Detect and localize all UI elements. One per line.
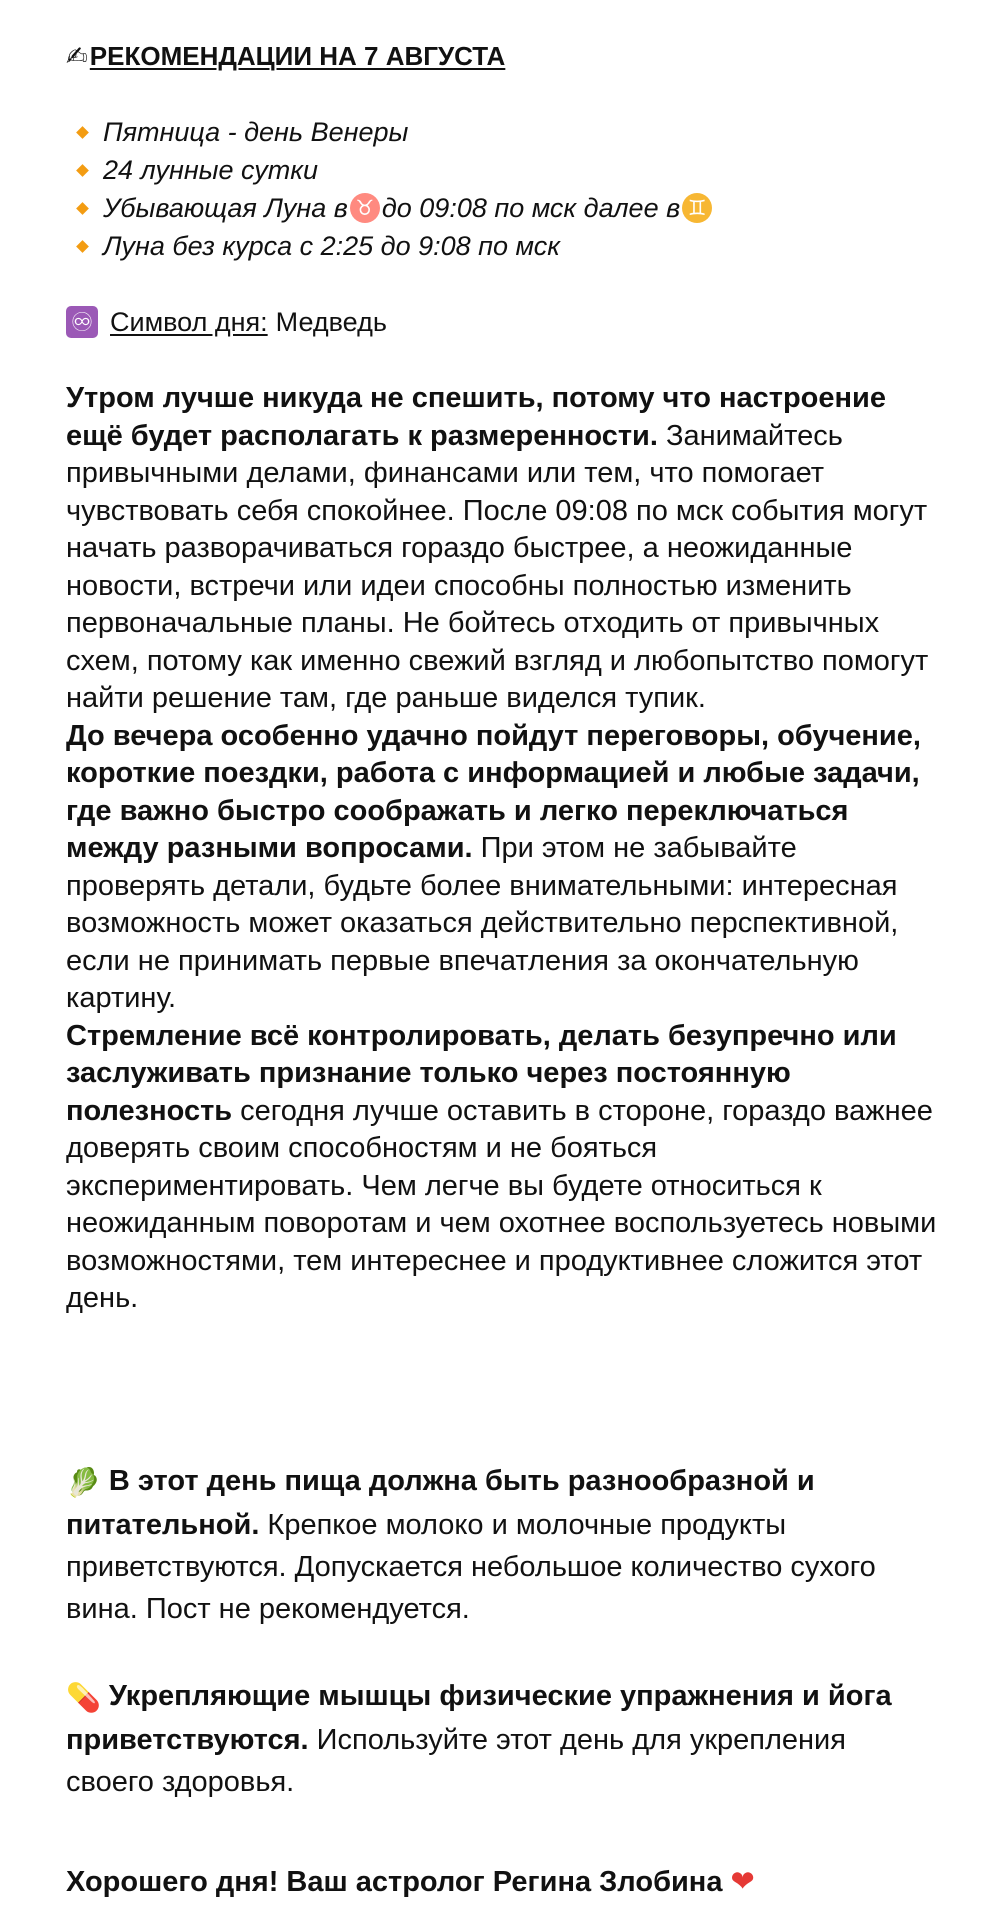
taurus-icon: ♉ [350, 193, 380, 223]
health-advice: 💊 Укрепляющие мышцы физические упражнения и йога приветствуются. Используйте этот день для укрепления своего здоровья. [66, 1675, 938, 1803]
paragraph-morning: Утром лучше никуда не спешить, потому что настроение ещё будет располагать к размеренности. Занимайтесь привычными делами, финансами или тем, что помогает чувствовать себя спокойнее. После 09:08 по мск события могут начать разворачиваться гораздо быстрее, а неожиданные новости, встречи или идеи способны полностью изменить первоначальные планы. Не бойтесь отходить от привычных схем, потому как именно свежий взгляд и любопытство помогут найти решение там, где раньше виделся тупик. [66, 382, 929, 714]
orange-diamond-icon [76, 164, 89, 177]
symbol-of-day [66, 302, 387, 342]
food-advice: 🥬 В этот день пища должна быть разнообразной и питательной. Крепкое молоко и молочные продукты приветствуются. Допускается небольшое количество сухого вина. Пост не рекомендуется. [66, 1460, 938, 1630]
title-text: РЕКОМЕНДАЦИИ НА 7 АВГУСТА [89, 41, 506, 71]
orange-diamond-icon [76, 202, 89, 215]
page-title [66, 36, 505, 76]
list-item: Убывающая Луна в ♉ до 09:08 по мск далее в ♊ [78, 189, 714, 227]
paragraph-evening: До вечера особенно удачно пойдут переговоры, обучение, короткие поездки, работа с информацией и любые задачи, где важно быстро соображать и легко переключаться между разными вопросами. При этом не забывайте проверять детали, будьте более внимательными: интересная возможность может оказаться действительно перспективной, если не принимать первые впечатления за окончательную картину. [66, 719, 921, 1014]
symbol-label: Символ дня: [110, 307, 268, 337]
day-facts-list [78, 113, 714, 265]
infinity-icon: ♾ [66, 306, 98, 338]
pill-icon: 💊 [66, 1682, 101, 1713]
orange-diamond-icon [76, 240, 89, 253]
main-text [66, 380, 938, 1318]
list-item: Пятница - день Венеры [78, 113, 714, 151]
gemini-icon: ♊ [682, 193, 712, 223]
heart-icon: ❤ [730, 1866, 755, 1898]
writing-hand-icon: ✍ [66, 41, 88, 71]
list-item: 24 лунные сутки [78, 151, 714, 189]
paragraph-control: Стремление всё контролировать, делать безупречно или заслуживать признание только через постоянную полезность сегодня лучше оставить в стороне, гораздо важнее доверять своим способностям и не бояться экспериментировать. Чем легче вы будете относиться к неожиданным поворотам и чем охотнее воспользуетесь новыми возможностями, тем интереснее и продуктивнее сложится этот день. [66, 1019, 937, 1314]
symbol-value: Медведь [275, 307, 387, 337]
closing-line: Хорошего дня! Ваш астролог Регина Злобина ❤ [66, 1866, 755, 1898]
leafy-green-icon: 🥬 [66, 1467, 101, 1498]
orange-diamond-icon [76, 126, 89, 139]
list-item: Луна без курса с 2:25 до 9:08 по мск [78, 227, 714, 265]
